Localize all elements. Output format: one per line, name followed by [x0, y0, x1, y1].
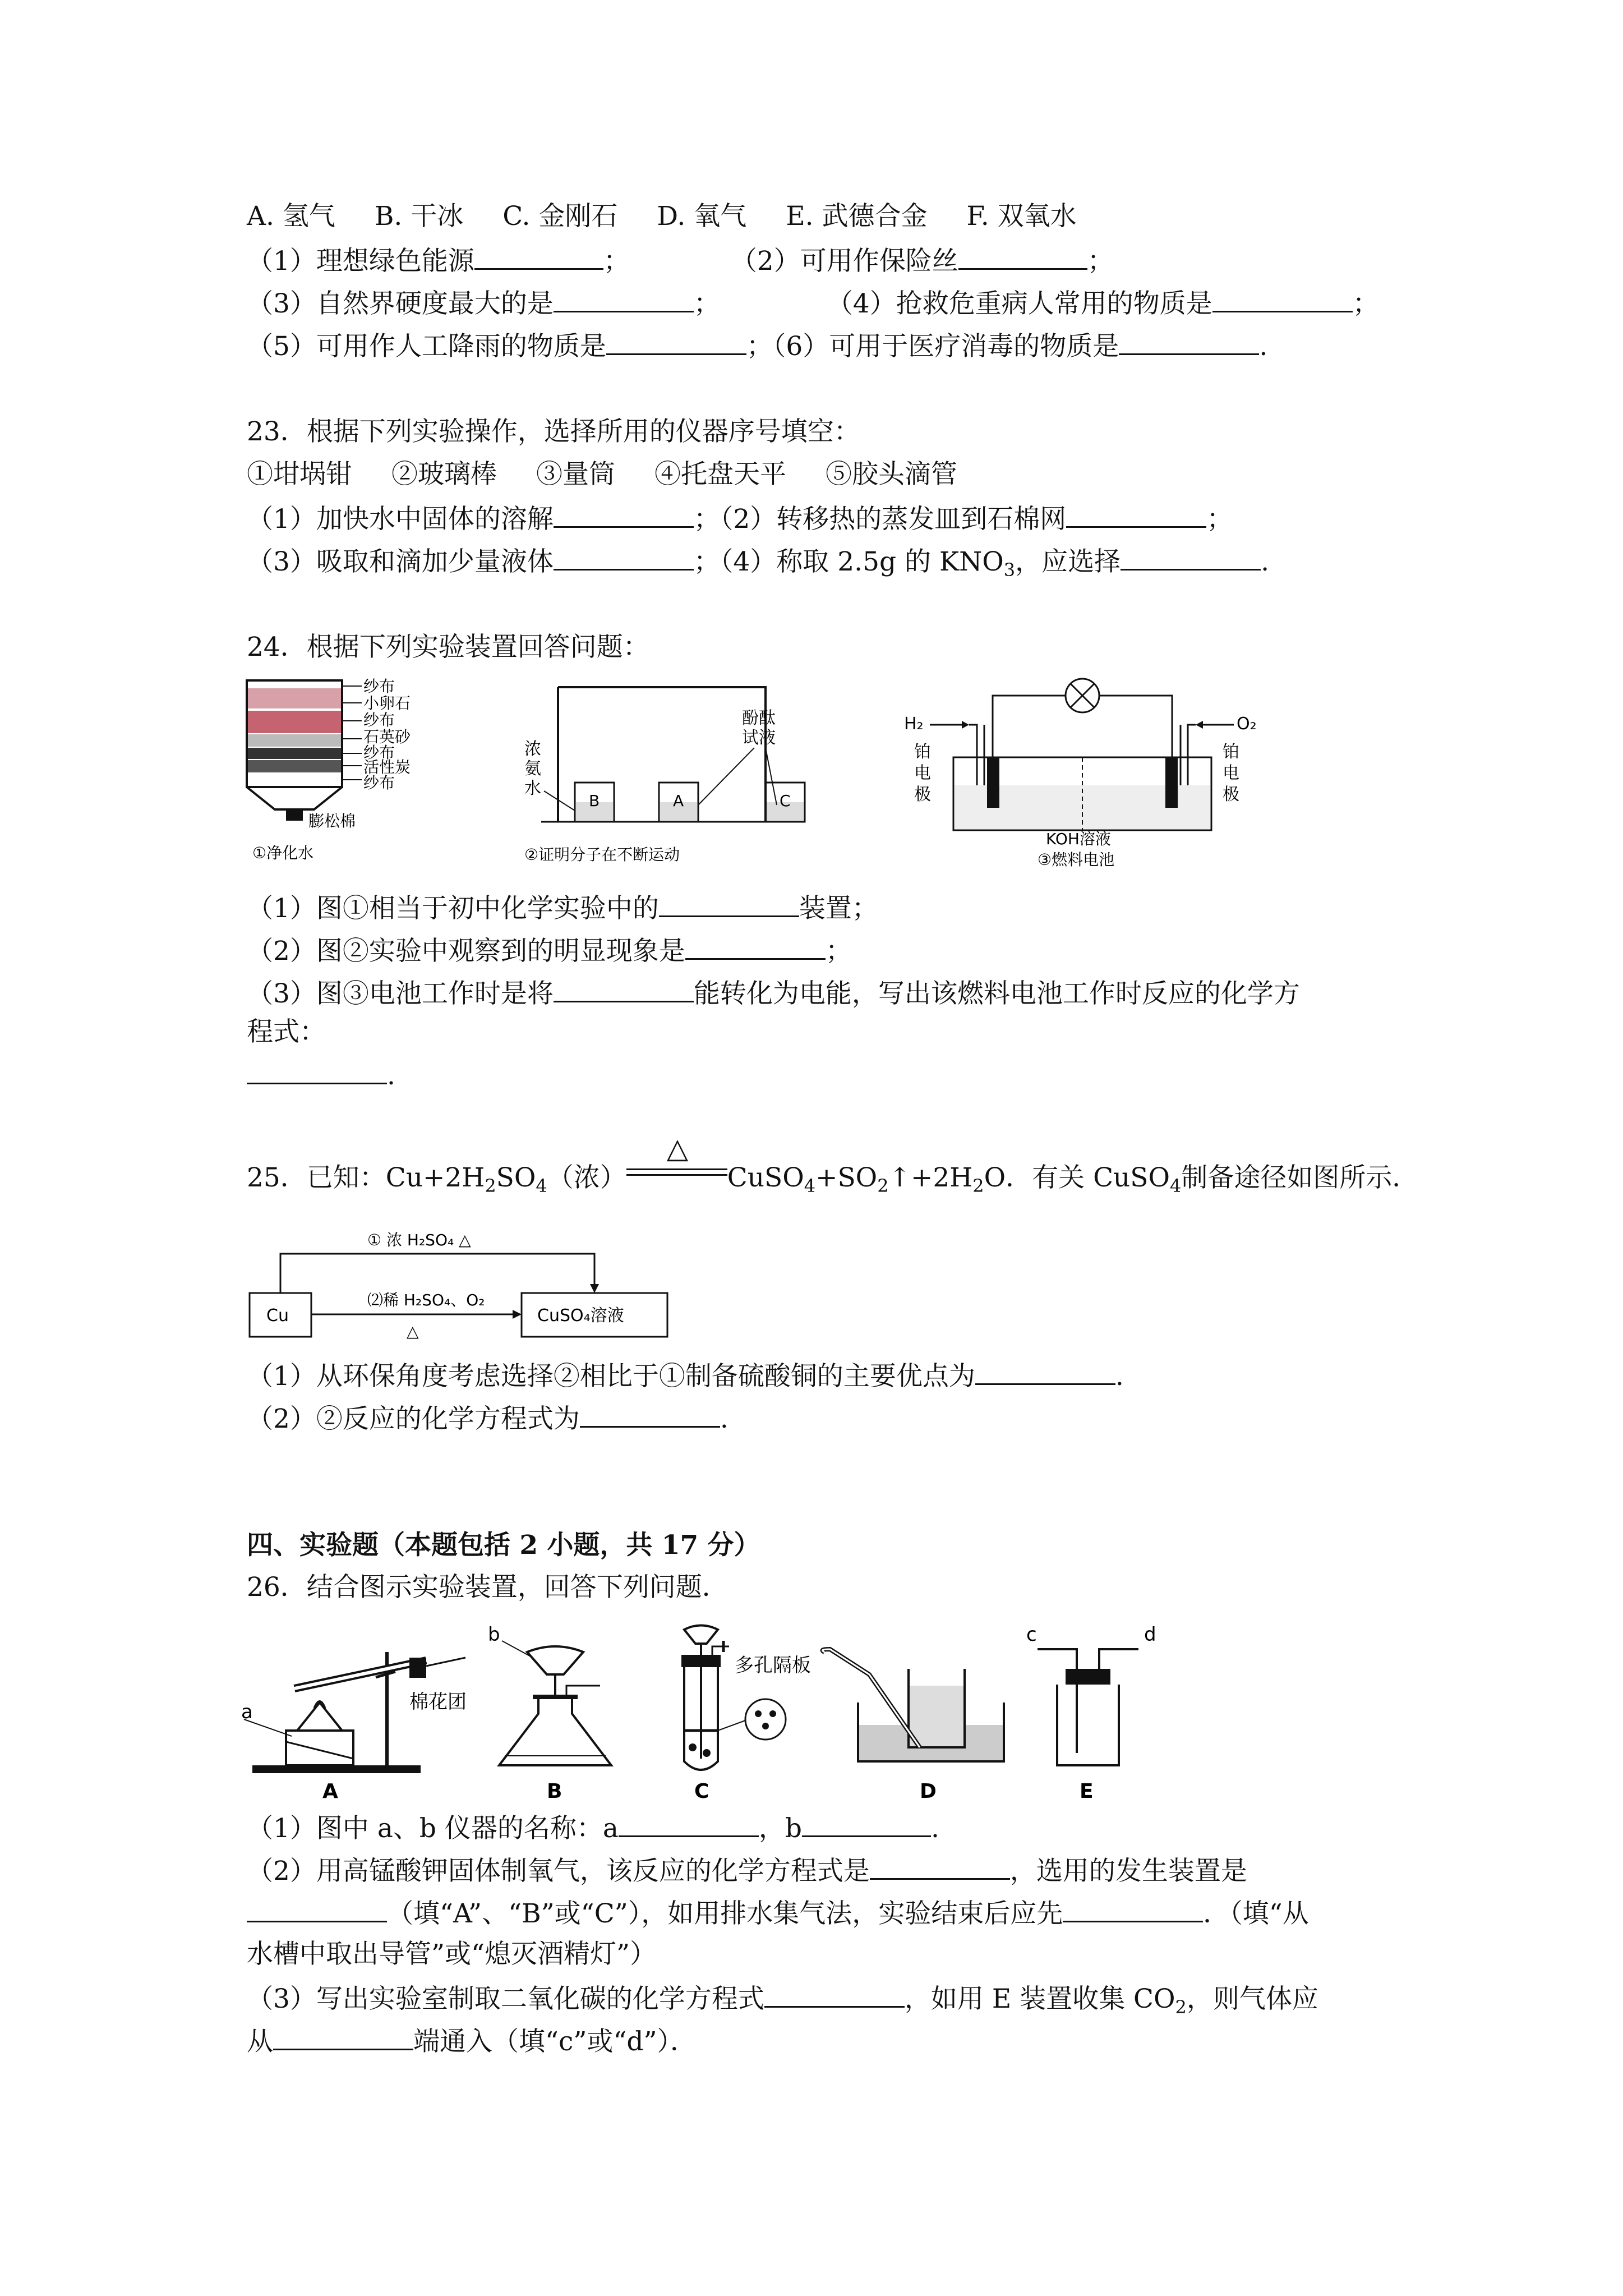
q22-row3 — [247, 328, 1267, 364]
route-1-label: ① 浓 H₂SO₄ △ — [367, 1231, 471, 1249]
q22-punct: . — [1259, 331, 1268, 362]
beaker-b-label: B — [589, 792, 600, 810]
fuel-cell-caption: ③燃料电池 — [1038, 850, 1115, 869]
koh-solution-label: KOH溶液 — [1046, 830, 1111, 848]
phenolphthalein-label-1: 酚酞 — [742, 708, 776, 728]
q22-blank-3[interactable] — [554, 285, 694, 312]
q26-p3-mid: ，如用 E 装置收集 CO — [904, 1984, 1175, 2014]
left-electrode-label-1: 铂 — [914, 742, 931, 762]
q22-option-b: B. 干冰 — [374, 201, 464, 232]
apparatus-letter-e: E — [1080, 1780, 1094, 1803]
q26-blank-co2-equation[interactable] — [764, 1980, 905, 2008]
q22-blank-5[interactable] — [606, 328, 746, 355]
q26-p3-tail: ，则气体应 — [1186, 1984, 1318, 2014]
apparatus-letter-a: A — [322, 1780, 338, 1803]
q26-stem: 26．结合图示实验装置，回答下列问题． — [247, 1572, 728, 1603]
q25-punct: . — [1115, 1361, 1124, 1392]
q23-instruments — [247, 458, 997, 491]
q22-blank-6[interactable] — [1119, 328, 1259, 355]
left-electrode-label-2: 电 — [914, 763, 931, 783]
cuso4-solution-label: CuSO₄溶液 — [537, 1306, 624, 1326]
q23-row2 — [247, 543, 1269, 587]
q25-blank-1[interactable] — [975, 1358, 1115, 1385]
q26-blank-a[interactable] — [619, 1810, 759, 1837]
q23-stem: 23．根据下列实验操作，选择所用的仪器序号填空： — [247, 416, 860, 447]
q22-row2-left-text: （3）自然界硬度最大的是 — [247, 288, 554, 319]
q26-p2-hint: ．（填“从 — [1203, 1898, 1309, 1929]
q26-p1-mid: ，b — [758, 1813, 803, 1844]
heat-symbol: △ — [666, 1132, 689, 1165]
q26-blank-port[interactable] — [273, 2023, 413, 2050]
label-a: a — [241, 1701, 253, 1723]
q23-instrument-5: ⑤胶头滴管 — [826, 459, 957, 490]
ammonia-label-1: 浓 — [524, 739, 541, 759]
q25-stem-part: ↑+2H — [888, 1162, 973, 1193]
q22-blank-4[interactable] — [1212, 285, 1353, 312]
q25-stem-part: CuSO — [727, 1162, 804, 1193]
q22-option-d: D. 氧气 — [657, 201, 747, 232]
q25-p2-text: （2）②反应的化学方程式为 — [247, 1404, 580, 1434]
q26-p2-mid: ，选用的发生装置是 — [1009, 1856, 1247, 1887]
purifier-label-8: 膨松棉 — [308, 812, 356, 830]
q24-p2-tail: ； — [825, 936, 852, 967]
label-b: b — [488, 1623, 500, 1646]
q25-sub: 2 — [877, 1175, 889, 1197]
q23-blank-4[interactable] — [1121, 543, 1261, 570]
q23-blank-3[interactable] — [554, 543, 694, 570]
apparatus-b — [488, 1623, 611, 1803]
purifier-label-2: 小卵石 — [363, 694, 411, 712]
q22-option-e: E. 武德合金 — [786, 201, 928, 232]
purifier-label-7: 纱布 — [363, 774, 395, 792]
lab-apparatus-figure — [241, 1618, 1228, 1803]
q26-p1-end: . — [931, 1813, 939, 1844]
q23-p4-text: ；（4）称取 2.5g 的 KNO — [693, 546, 1004, 577]
q24-row1 — [247, 890, 878, 926]
q26-blank-device[interactable] — [247, 1895, 387, 1922]
q26-blank-first-step[interactable] — [1063, 1895, 1203, 1922]
q22-punct: ； — [603, 246, 630, 277]
molecule-motion-figure — [519, 682, 810, 867]
q23-blank-2[interactable] — [1066, 500, 1206, 528]
q25-stem-part: O．有关 CuSO — [984, 1162, 1170, 1193]
q25-stem-part: 25．已知：Cu+2H — [247, 1162, 485, 1193]
q25-stem — [247, 1132, 1419, 1203]
q24-blank-1[interactable] — [659, 890, 799, 917]
q22-row1-right-text: （2）可用作保险丝 — [730, 246, 958, 277]
cotton-ball-label: 棉花团 — [409, 1691, 467, 1713]
q24-p2-text: （2）图②实验中观察到的明显现象是 — [247, 936, 685, 967]
apparatus-d — [823, 1649, 1004, 1803]
q23-p3-text: （3）吸取和滴加少量液体 — [247, 546, 554, 577]
route-2-condition: △ — [407, 1322, 419, 1341]
ammonia-label-2: 氨 — [524, 759, 541, 779]
q24-stem: 24．根据下列实验装置回答问题： — [247, 632, 649, 662]
fuel-cell-figure — [903, 673, 1262, 869]
q25-sub: 4 — [804, 1175, 816, 1197]
q24-p3-tail: 能转化为电能，写出该燃料电池工作时反应的化学方 — [693, 978, 1300, 1009]
q26-p1-text: （1）图中 a、b 仪器的名称：a — [247, 1813, 619, 1844]
q26-blank-b[interactable] — [802, 1810, 931, 1837]
section-4-title: 四、实验题（本题包括 2 小题，共 17 分） — [247, 1530, 760, 1561]
q26-row3 — [247, 1895, 1309, 1931]
purifier-label-5: 纱布 — [363, 743, 395, 762]
q23-row1 — [247, 500, 1233, 536]
apparatus-letter-c: C — [694, 1780, 709, 1803]
q22-blank-1[interactable] — [474, 242, 603, 270]
q22-punct: ； — [1087, 246, 1114, 277]
q22-row3-right-text: ；（6）可用于医疗消毒的物质是 — [746, 331, 1119, 362]
purifier-label-6: 活性炭 — [363, 758, 411, 776]
oxygen-label: O₂ — [1237, 714, 1257, 734]
q25-stem-part: +SO — [815, 1162, 878, 1193]
diffusion-caption: ②证明分子在不断运动 — [524, 845, 680, 864]
hydrogen-label: H₂ — [904, 714, 924, 734]
q25-row1 — [247, 1358, 1124, 1393]
q24-p3-text: （3）图③电池工作时是将 — [247, 978, 554, 1009]
water-purifier-figure — [241, 676, 426, 867]
ammonia-label-3: 水 — [524, 779, 541, 798]
q26-row2 — [247, 1852, 1247, 1888]
left-electrode-label-3: 极 — [914, 785, 931, 804]
q24-row4: 程式： — [247, 1016, 326, 1047]
beaker-c-label: C — [780, 792, 791, 810]
q23-p4-sub: 3 — [1003, 559, 1016, 581]
apparatus-letter-d: D — [920, 1780, 937, 1803]
route-2-label: ⑵稀 H₂SO₄、O₂ — [367, 1291, 485, 1309]
q22-row2-right-text: （4）抢救危重病人常用的物质是 — [826, 288, 1212, 319]
q24-p1-text: （1）图①相当于初中化学实验中的 — [247, 893, 659, 924]
q22-option-f: F. 双氧水 — [966, 201, 1077, 232]
right-electrode-label-1: 铂 — [1223, 742, 1239, 762]
q24-p1-tail: 装置； — [799, 893, 878, 924]
right-electrode-label-2: 电 — [1223, 763, 1239, 783]
apparatus-c — [681, 1626, 811, 1803]
apparatus-a — [241, 1652, 467, 1803]
q24-p3-end: . — [387, 1060, 395, 1091]
purifier-label-1: 纱布 — [363, 677, 395, 696]
q25-blank-2[interactable] — [580, 1400, 720, 1428]
q23-punct: . — [1261, 546, 1270, 577]
q25-stem-part: SO — [496, 1162, 536, 1193]
apparatus-e — [1026, 1623, 1156, 1803]
q22-row1-left-text: （1）理想绿色能源 — [247, 246, 474, 277]
q22-row1 — [247, 242, 1114, 278]
cu-label: Cu — [266, 1306, 289, 1326]
q26-row1 — [247, 1810, 939, 1846]
right-electrode-label-3: 极 — [1223, 785, 1239, 804]
q26-row5 — [247, 1980, 1318, 2024]
q25-stem-part: 制备途径如图所示． — [1181, 1162, 1419, 1193]
q26-p3-end: 端通入（填“c”或“d”）． — [413, 2026, 697, 2057]
q25-sub: 4 — [1170, 1175, 1182, 1197]
q25-stem-part: （浓） — [547, 1162, 626, 1193]
q26-p3-sub: 2 — [1175, 1996, 1187, 2018]
q22-options — [247, 200, 1116, 233]
q23-instrument-3: ③量筒 — [536, 459, 615, 490]
q24-row2 — [247, 932, 852, 968]
purifier-label-3: 纱布 — [363, 711, 395, 729]
q26-p2-options: （填“A”、“B”或“C”），如用排水集气法，实验结束后应先 — [387, 1898, 1063, 1929]
cuso4-route-diagram — [247, 1226, 684, 1343]
q23-p4-text-b: ，应选择 — [1015, 546, 1121, 577]
q26-p2-text: （2）用高锰酸钾固体制氧气，该反应的化学方程式是 — [247, 1856, 870, 1887]
q22-punct: ； — [1352, 288, 1379, 319]
q23-punct: ； — [1206, 504, 1233, 535]
q22-blank-2[interactable] — [958, 242, 1087, 270]
porous-plate-label: 多孔隔板 — [735, 1654, 811, 1677]
label-c: c — [1026, 1623, 1037, 1646]
q26-row4: 水槽中取出导管”或“熄灭酒精灯”） — [247, 1939, 657, 1970]
q25-sub: 4 — [536, 1175, 547, 1197]
q23-p1-text: （1）加快水中固体的溶解 — [247, 504, 554, 535]
phenolphthalein-label-2: 试液 — [742, 728, 776, 748]
q24-blank-2[interactable] — [685, 932, 826, 960]
q24-blank-3[interactable] — [554, 975, 694, 1002]
q23-instrument-1: ①坩埚钳 — [247, 459, 352, 490]
q22-option-a: A. 氢气 — [247, 201, 335, 232]
apparatus-letter-b: B — [547, 1780, 562, 1803]
q23-p2-text: ；（2）转移热的蒸发皿到石棉网 — [693, 504, 1067, 535]
purifier-caption: ①净化水 — [252, 844, 314, 862]
q22-row3-left-text: （5）可用作人工降雨的物质是 — [247, 331, 606, 362]
q24-row3 — [247, 975, 1300, 1011]
q25-row2 — [247, 1400, 728, 1436]
q22-option-c: C. 金刚石 — [502, 201, 618, 232]
label-d: d — [1144, 1623, 1156, 1646]
q22-punct: ； — [693, 288, 720, 319]
beaker-a-label: A — [673, 792, 684, 810]
q22-row2 — [247, 285, 1379, 321]
q24-row5 — [247, 1057, 395, 1093]
q26-p3-from: 从 — [247, 2026, 273, 2057]
q25-sub: 2 — [485, 1175, 496, 1197]
q24-blank-4[interactable] — [247, 1057, 387, 1084]
purifier-label-4: 石英砂 — [363, 728, 411, 746]
q26-blank-equation[interactable] — [870, 1852, 1010, 1880]
q26-p3-text: （3）写出实验室制取二氧化碳的化学方程式 — [247, 1984, 764, 2014]
q25-p1-text: （1）从环保角度考虑选择②相比于①制备硫酸铜的主要优点为 — [247, 1361, 975, 1392]
q23-instrument-2: ②玻璃棒 — [391, 459, 497, 490]
q25-sub: 2 — [972, 1175, 984, 1197]
q25-punct: . — [720, 1404, 728, 1434]
q23-instrument-4: ④托盘天平 — [654, 459, 786, 490]
q26-row6 — [247, 2023, 697, 2059]
reaction-arrow — [626, 1132, 727, 1189]
q23-blank-1[interactable] — [554, 500, 694, 528]
